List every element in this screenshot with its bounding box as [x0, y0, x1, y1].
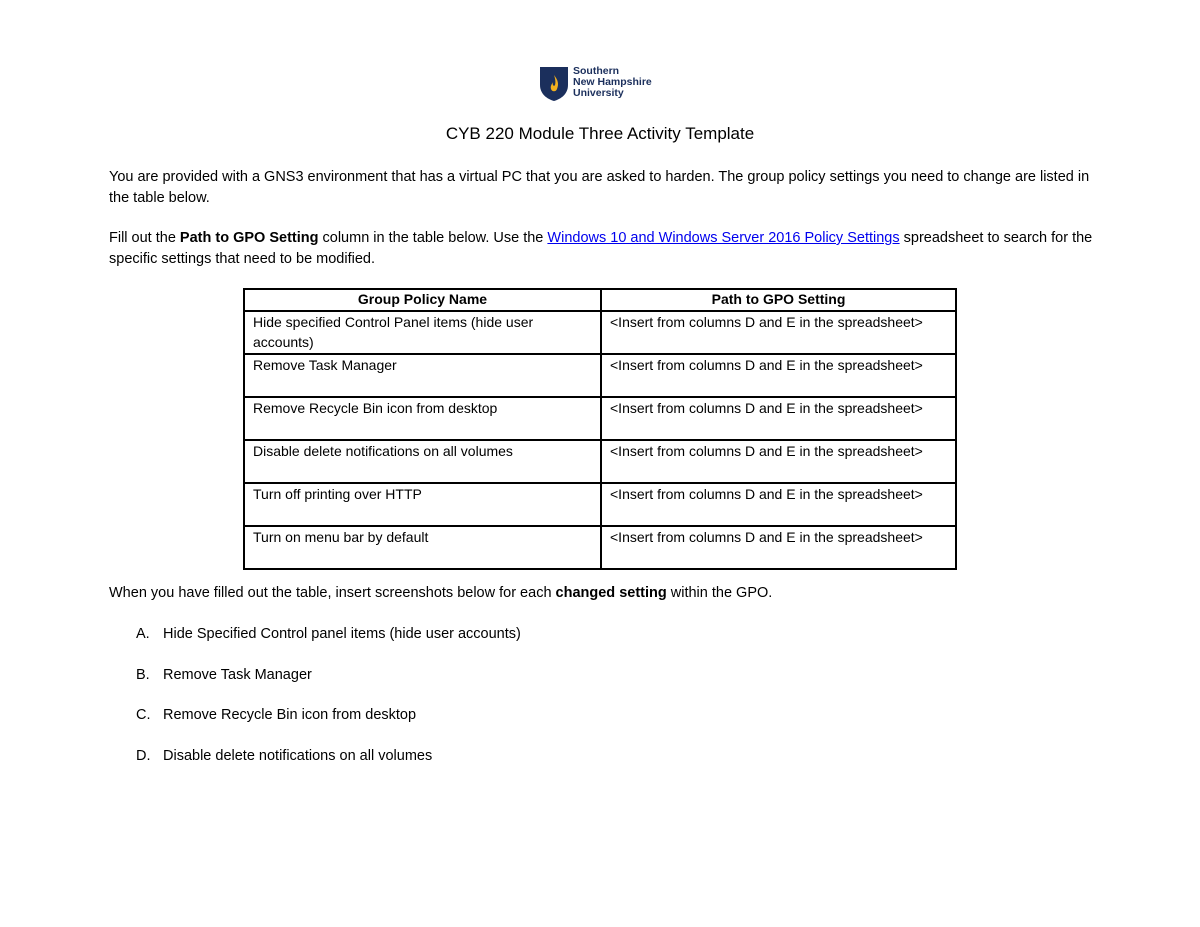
instruction-text-3: spreadsheet to search for the specific settings that need to be modified. — [109, 230, 1093, 267]
gpo-path-cell[interactable]: <Insert from columns D and E in the spreadsheet> — [601, 440, 956, 483]
list-item — [136, 624, 521, 644]
list-letter: A. — [136, 626, 150, 642]
logo-line-1: Southern — [573, 65, 620, 77]
instruction-text-1: Fill out the — [109, 230, 180, 246]
policy-name-cell: Remove Task Manager — [244, 354, 601, 397]
header-path-to-gpo-setting: Path to GPO Setting — [601, 289, 956, 311]
shield-flame-icon — [539, 66, 569, 102]
gpo-table — [243, 288, 957, 570]
policy-name-cell: Hide specified Control Panel items (hide user accounts) — [244, 311, 601, 354]
screenshots-text-2: within the GPO. — [666, 585, 773, 601]
gpo-path-cell[interactable]: <Insert from columns D and E in the spreadsheet> — [601, 311, 956, 354]
instruction-paragraph — [109, 228, 1099, 269]
list-text: Disable delete notifications on all volumes — [163, 748, 433, 764]
intro-paragraph: You are provided with a GNS3 environment that has a virtual PC that you are asked to harden. The group policy settings you need to change are listed in the table below. — [109, 169, 1090, 206]
policy-name-cell: Turn on menu bar by default — [244, 526, 601, 569]
list-item — [136, 665, 312, 685]
instruction-text-2: column in the table below. Use the — [318, 230, 548, 246]
screenshots-text-1: When you have filled out the table, insert screenshots below for each — [109, 585, 556, 601]
list-text: Remove Recycle Bin icon from desktop — [163, 707, 417, 723]
policy-settings-link[interactable]: Windows 10 and Windows Server 2016 Policy Settings — [547, 230, 900, 246]
screenshots-paragraph — [109, 583, 1099, 604]
gpo-path-cell[interactable]: <Insert from columns D and E in the spreadsheet> — [601, 483, 956, 526]
list-item — [136, 705, 416, 725]
list-letter: D. — [136, 748, 151, 764]
header-group-policy-name: Group Policy Name — [244, 289, 601, 311]
screenshots-bold: changed setting — [555, 585, 667, 601]
document-title: CYB 220 Module Three Activity Template — [445, 124, 755, 143]
list-item — [136, 746, 432, 766]
table-row — [244, 440, 956, 483]
table-row — [244, 354, 956, 397]
list-letter: C. — [136, 707, 151, 723]
list-letter: B. — [136, 667, 150, 683]
snhu-logo — [539, 66, 652, 102]
table-row — [244, 397, 956, 440]
table-row — [244, 526, 956, 569]
table-header-row — [244, 289, 956, 311]
gpo-path-cell[interactable]: <Insert from columns D and E in the spreadsheet> — [601, 397, 956, 440]
logo-line-2: New Hampshire — [573, 76, 652, 88]
policy-name-cell: Disable delete notifications on all volumes — [244, 440, 601, 483]
instruction-bold: Path to GPO Setting — [179, 230, 319, 246]
logo-wordmark — [573, 66, 652, 99]
gpo-path-cell[interactable]: <Insert from columns D and E in the spreadsheet> — [601, 526, 956, 569]
list-text: Remove Task Manager — [163, 667, 312, 683]
logo-line-3: University — [573, 87, 624, 99]
list-text: Hide Specified Control panel items (hide user accounts) — [163, 626, 521, 642]
policy-name-cell: Remove Recycle Bin icon from desktop — [244, 397, 601, 440]
table-row — [244, 311, 956, 354]
policy-name-cell: Turn off printing over HTTP — [244, 483, 601, 526]
gpo-path-cell[interactable]: <Insert from columns D and E in the spreadsheet> — [601, 354, 956, 397]
table-row — [244, 483, 956, 526]
